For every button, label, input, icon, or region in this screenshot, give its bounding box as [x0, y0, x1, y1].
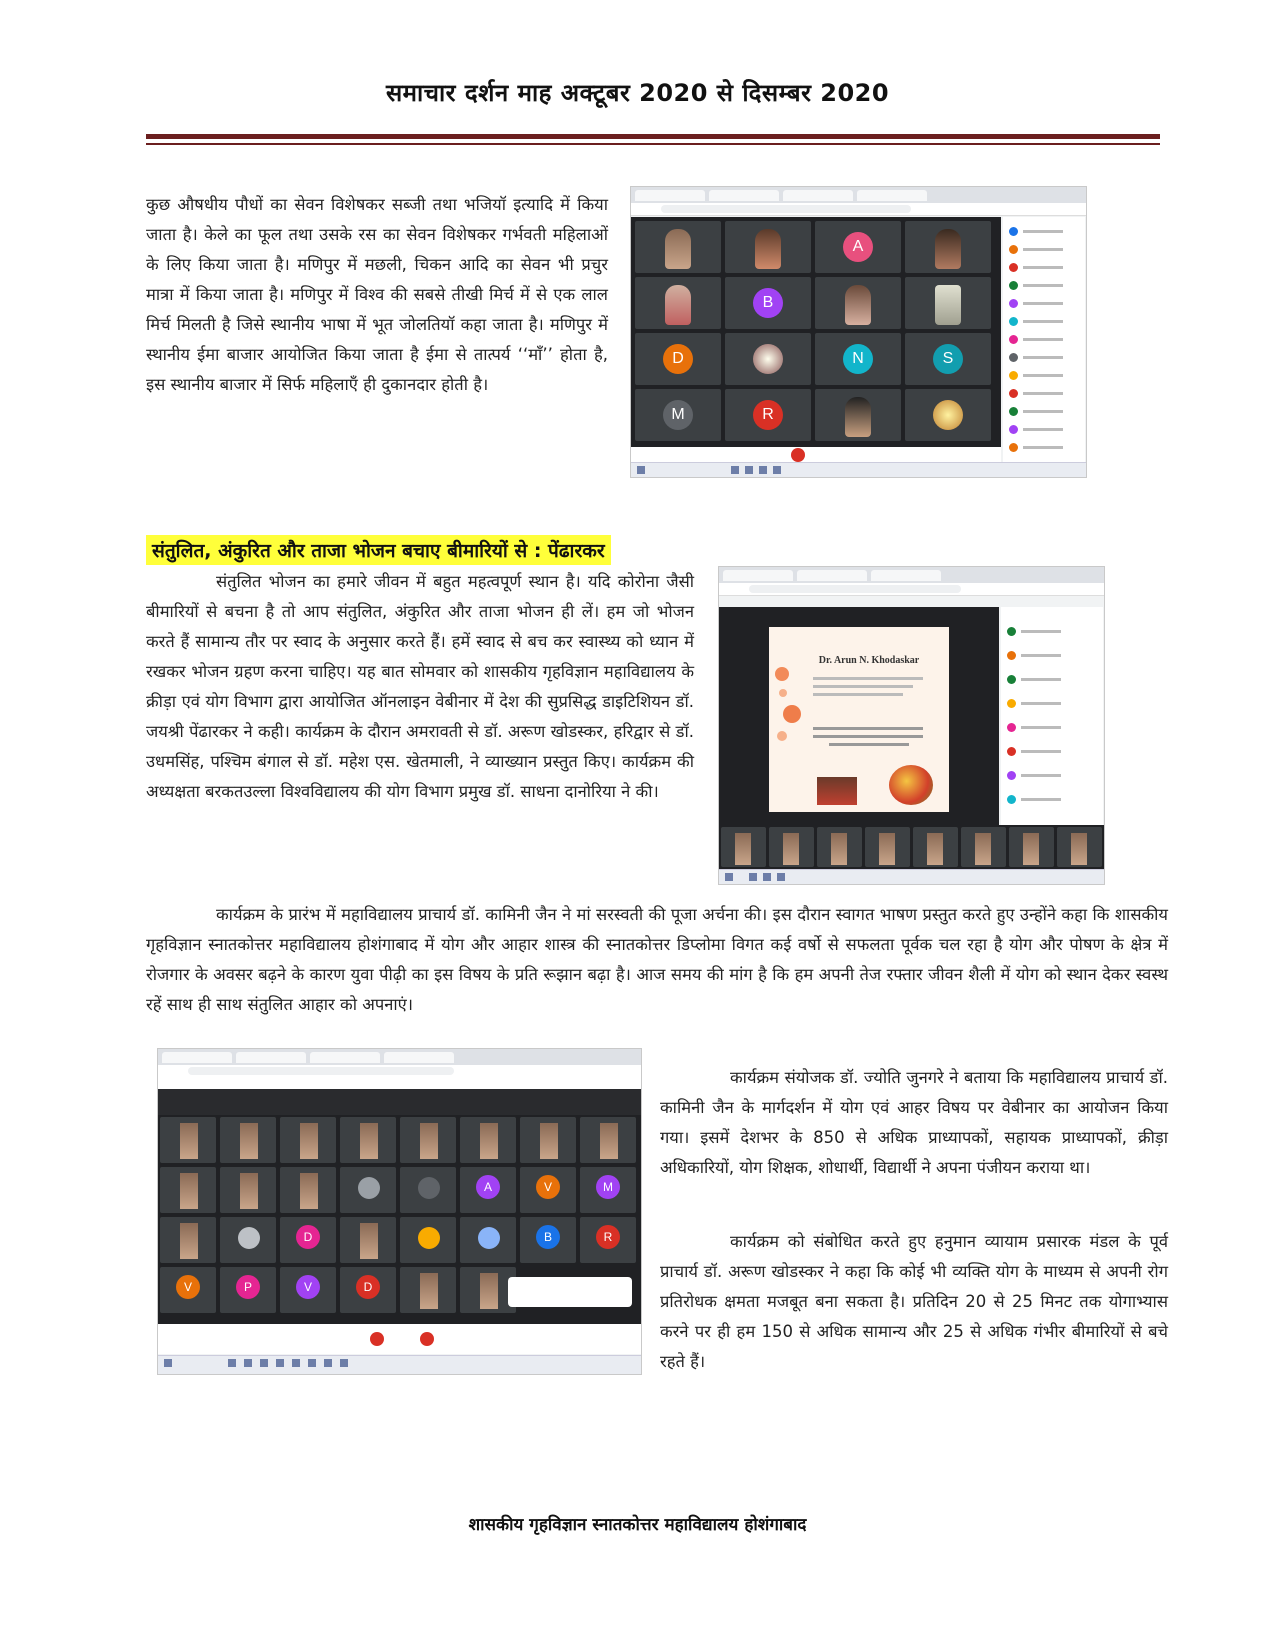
avatar-r: R	[596, 1225, 620, 1249]
slide-speaker-name: Dr. Arun N. Khodaskar	[818, 655, 920, 666]
avatar-a: A	[476, 1175, 500, 1199]
section2-paragraph2: कार्यक्रम के प्रारंभ में महाविद्यालय प्राचार्य डॉ. कामिनी जैन ने मां सरस्वती की पूजा अर्चना की। इस दौरान स्वागत भाषण प्रस्तुत करते हुए उन्होंने कहा कि शासकीय गृहविज्ञान स्नातकोत्तर महाविद्यालय होशंगाबाद में योग और आहार शास्त्र की स्नातकोत्तर डिप्लोमा विगत कई वर्षो से सफलता पूर्वक चल रहा है योग और पोषण के क्षेत्र में रोजगार के अवसर बढ़ने के कारण युवा पीढ़ी का इस विषय के प्रति रूझान बढ़ा है। आज समय की मांग है कि हम अपनी तेज रफ्तार जीवन शैली में योग को स्थान देकर स्वस्थ रहें साथ ही साथ संतुलित आहार को अपनाएं।	[146, 905, 1168, 1014]
header-rule-thin	[146, 143, 1160, 145]
meeting-screenshot-2	[157, 1048, 642, 1375]
avatar-v3: V	[296, 1275, 320, 1299]
section1-paragraph: कुछ औषधीय पौधों का सेवन विशेषकर सब्जी तथा भजियॉ इत्यादि में किया जाता है। केले का फूल तथा उसके रस का सेवन विशेषकर गर्भवती महिलाओं के लिए किया जाता है। मणिपुर में मछली, चिकन आदि का सेवन भी प्रचुर मात्रा में किया जाता है। मणिपुर में विश्व की सबसे तीखी मिर्च में से एक लाल मिर्च मिलती है जिसे स्थानीय भाषा में भूत जोलतियॉ कहा जाता है। मणिपुर में स्थानीय ईमा बाजार आयोजित किया जाता है ईमा से तात्पर्य ‘‘मॉं’’ होता है, इस स्थानीय बाजार में सिर्फ महिलाएँ ही दुकानदार होती है।	[146, 195, 608, 394]
avatar-a: A	[843, 232, 873, 262]
avatar-r: R	[753, 400, 783, 430]
webinar-slide-screenshot	[718, 566, 1105, 885]
header-rule	[146, 134, 1160, 139]
avatar-b: B	[753, 288, 783, 318]
section3-paragraph2: कार्यक्रम को संबोधित करते हुए हनुमान व्यायाम प्रसारक मंडल के पूर्व प्राचार्य डॉ. अरूण खोडस्कर ने कहा कि कोई भी व्यक्ति योग के माध्यम से अपनी रोग प्रतिरोधक क्षमता मजबूत बना सकता है। प्रतिदिन 20 से 25 मिनट तक योगाभ्यास करने पर ही हम 150 से अधिक सामान्य और 25 से अधिक गंभीर बीमारियों से बचे रहते हैं।	[660, 1232, 1168, 1371]
avatar-p: P	[236, 1275, 260, 1299]
meeting-screenshot-1	[630, 186, 1087, 478]
avatar-s: S	[933, 344, 963, 374]
avatar-b: B	[536, 1225, 560, 1249]
avatar-d: D	[663, 344, 693, 374]
avatar-d: D	[296, 1225, 320, 1249]
avatar-v2: V	[176, 1275, 200, 1299]
section3-paragraph1: कार्यक्रम संयोजक डॉ. ज्योति जुनगरे ने बताया कि महाविद्यालय प्राचार्य डॉ. कामिनी जैन के मार्गदर्शन में योग एवं आहर विषय पर वेबीनार का आयोजन किया गया। इसमें देशभर के 850 से अधिक प्राध्यापकों, सहायक प्राध्यापकों, क्रीड़ा अधिकारियों, योग शिक्षक, शोधार्थी, विद्यार्थी ने अपना पंजीयन कराया था।	[660, 1068, 1168, 1177]
avatar-m: M	[663, 400, 693, 430]
section2-paragraph1: संतुलित भोजन का हमारे जीवन में बहुत महत्वपूर्ण स्थान है। यदि कोरोना जैसी बीमारियों से बचना है तो आप संतुलित, अंकुरित और ताजा भोजन ही लें। हम जो भोजन करते हैं सामान्य तौर पर स्वाद के अनुसार करते हैं। हमें स्वाद से बच कर स्वास्थ्य को ध्यान में रखकर भोजन ग्रहण करना चाहिए। यह बात सोमवार को शासकीय गृहविज्ञान महाविद्यालय के क्रीड़ा एवं योग विभाग द्वारा आयोजित ऑनलाइन वेबीनार में देश की सुप्रसिद्ध डाइटिशियन डॉ. जयश्री पेंढारकर ने कही। कार्यक्रम के दौरान अमरावती से डॉ. अरूण खोडस्कर, हरिद्वार से डॉ. उधमसिंह, पश्चिम बंगाल से डॉ. महेश एस. खेतमाली, ने व्याख्यान प्रस्तुत किए। कार्यक्रम की अध्यक्षता बरकतउल्ला विश्वविद्यालय की योग विभाग प्रमुख डॉ. साधना दानोरिया ने की।	[146, 572, 694, 801]
footer-college-name: शासकीय गृहविज्ञान स्नातकोत्तर महाविद्यालय होशंगाबाद	[468, 1515, 807, 1535]
section-heading: संतुलित, अंकुरित और ताजा भोजन बचाए बीमारियों से : पेंढारकर	[146, 535, 611, 565]
page-title: समाचार दर्शन माह अक्टूबर 2020 से दिसम्बर 2020	[385, 79, 890, 107]
avatar-n: N	[843, 344, 873, 374]
avatar-v: V	[536, 1175, 560, 1199]
avatar-m: M	[596, 1175, 620, 1199]
avatar-d2: D	[356, 1275, 380, 1299]
